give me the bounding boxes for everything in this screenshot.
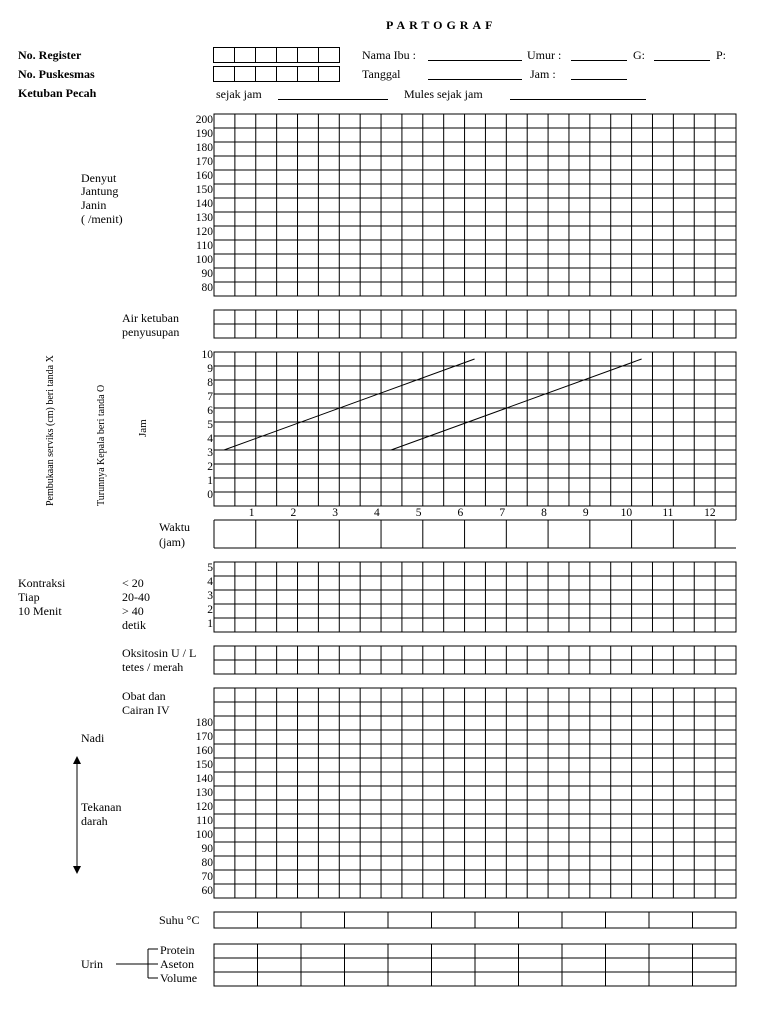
nadi-scale-tick: 120 <box>195 801 213 813</box>
nadi-grid-border[interactable] <box>214 716 736 898</box>
jam-vert-label: Jam <box>137 419 149 437</box>
kontraksi-scale-tick: 1 <box>207 618 213 630</box>
nadi-scale-tick: 100 <box>195 829 213 841</box>
cervix-scale-tick: 7 <box>207 391 213 403</box>
hour-tick: 11 <box>662 507 674 519</box>
cervix-scale-tick: 1 <box>207 475 213 487</box>
nadi-scale-tick: 70 <box>201 871 213 883</box>
cervix-scale-tick: 3 <box>207 447 213 459</box>
fhr-scale-tick: 150 <box>195 184 213 196</box>
cervix-scale-tick: 0 <box>207 489 213 501</box>
tanggal-label: Tanggal <box>362 67 401 81</box>
waktu-jam-label: (jam) <box>159 535 185 549</box>
no-puskesmas-label: No. Puskesmas <box>18 67 95 81</box>
p-label: P: <box>716 48 727 62</box>
g-label: G: <box>633 48 645 62</box>
double-arrow-icon <box>70 756 84 874</box>
hour-tick: 3 <box>332 507 339 519</box>
kontraksi-legend-4: detik <box>122 618 146 632</box>
hour-tick: 7 <box>499 507 506 519</box>
fhr-label-2: Jantung <box>81 184 119 198</box>
pembukaan-serviks-label: Pembukaan serviks (cm) beri tanda X <box>45 355 56 506</box>
cervix-scale-tick: 4 <box>207 433 213 445</box>
turunnya-kepala-label: Turunnya Kepala beri tanda O <box>96 384 107 506</box>
hour-tick: 8 <box>541 507 547 519</box>
fhr-scale-tick: 170 <box>195 156 213 168</box>
kontraksi-scale-tick: 4 <box>207 576 213 588</box>
fhr-scale-tick: 80 <box>201 282 213 294</box>
umur-label: Umur : <box>527 48 562 62</box>
cervix-scale-tick: 6 <box>207 405 213 417</box>
tekanan-label: Tekanan <box>81 800 122 814</box>
penyusupan-label: penyusupan <box>122 325 180 339</box>
cervix-grid-border[interactable] <box>214 352 736 506</box>
nadi-scale-tick: 110 <box>196 815 213 827</box>
urin-protein-label: Protein <box>160 943 195 957</box>
hour-tick: 5 <box>415 507 422 519</box>
kontraksi-legend-3: > 40 <box>122 604 144 618</box>
nadi-scale-tick: 80 <box>201 857 213 869</box>
kontraksi-legend-1: < 20 <box>122 576 144 590</box>
air-ketuban-label: Air ketuban <box>122 311 179 325</box>
nadi-scale-tick: 90 <box>201 843 213 855</box>
urin-label: Urin <box>81 957 103 971</box>
hour-tick: 2 <box>290 507 297 519</box>
ketuban-pecah-label: Ketuban Pecah <box>18 86 97 100</box>
tetes-label: tetes / merah <box>122 660 184 674</box>
fhr-scale-tick: 120 <box>195 226 213 238</box>
darah-label: darah <box>81 814 108 828</box>
kontraksi-scale-tick: 5 <box>207 562 213 574</box>
nadi-label: Nadi <box>81 731 105 745</box>
hour-tick: 4 <box>374 507 380 519</box>
no-register-label: No. Register <box>18 48 82 62</box>
fhr-scale-tick: 130 <box>195 212 213 224</box>
fhr-scale-tick: 180 <box>195 142 213 154</box>
obat-label: Obat dan <box>122 689 166 703</box>
kontraksi-label-3: 10 Menit <box>18 604 62 618</box>
nadi-scale-tick: 140 <box>195 773 213 785</box>
nadi-scale-tick: 150 <box>195 759 213 771</box>
fhr-grid-border[interactable] <box>214 114 736 296</box>
waktu-label: Waktu <box>159 520 191 534</box>
cairan-iv-label: Cairan IV <box>122 703 170 717</box>
fhr-scale-tick: 90 <box>201 268 213 280</box>
fhr-scale-tick: 140 <box>195 198 213 210</box>
nadi-scale-tick: 130 <box>195 787 213 799</box>
cervix-scale-tick: 5 <box>207 419 213 431</box>
hour-tick: 1 <box>248 507 255 519</box>
cervix-scale-tick: 9 <box>207 363 213 375</box>
mules-sejak-jam-label: Mules sejak jam <box>404 87 483 101</box>
hour-tick: 10 <box>620 507 633 519</box>
kontraksi-label-1: Kontraksi <box>18 576 66 590</box>
nama-ibu-label: Nama Ibu : <box>362 48 416 62</box>
kontraksi-grid-border[interactable] <box>214 562 736 632</box>
hour-tick: 9 <box>582 507 589 519</box>
urin-aseton-label: Aseton <box>160 957 194 971</box>
nadi-scale-tick: 170 <box>195 731 213 743</box>
urin-bracket <box>110 940 162 984</box>
hour-tick: 12 <box>704 507 716 519</box>
cervix-scale-tick: 2 <box>207 461 213 473</box>
fhr-scale-tick: 160 <box>195 170 213 182</box>
kontraksi-label-2: Tiap <box>18 590 40 604</box>
fhr-scale-tick: 110 <box>196 240 213 252</box>
jam-label: Jam : <box>530 67 556 81</box>
nadi-scale-tick: 160 <box>195 745 213 757</box>
fhr-label-4: ( /menit) <box>81 212 123 226</box>
page-title: PARTOGRAF <box>386 18 497 32</box>
sejak-jam-label: sejak jam <box>216 87 262 101</box>
fhr-scale-tick: 100 <box>195 254 213 266</box>
oksitosin-label: Oksitosin U / L <box>122 646 197 660</box>
cervix-scale-tick: 10 <box>201 349 213 361</box>
fhr-label-3: Janin <box>81 198 107 212</box>
suhu-label: Suhu °C <box>159 913 200 927</box>
fhr-label-1: Denyut <box>81 171 117 185</box>
fhr-scale-tick: 200 <box>195 114 213 126</box>
kontraksi-scale-tick: 3 <box>207 590 213 602</box>
nadi-scale-tick: 180 <box>195 717 213 729</box>
kontraksi-legend-2: 20-40 <box>122 590 150 604</box>
kontraksi-scale-tick: 2 <box>207 604 213 616</box>
fhr-scale-tick: 190 <box>195 128 213 140</box>
nadi-scale-tick: 60 <box>201 885 213 897</box>
cervix-scale-tick: 8 <box>207 377 213 389</box>
urin-volume-label: Volume <box>160 971 198 985</box>
hour-tick: 6 <box>457 507 464 519</box>
